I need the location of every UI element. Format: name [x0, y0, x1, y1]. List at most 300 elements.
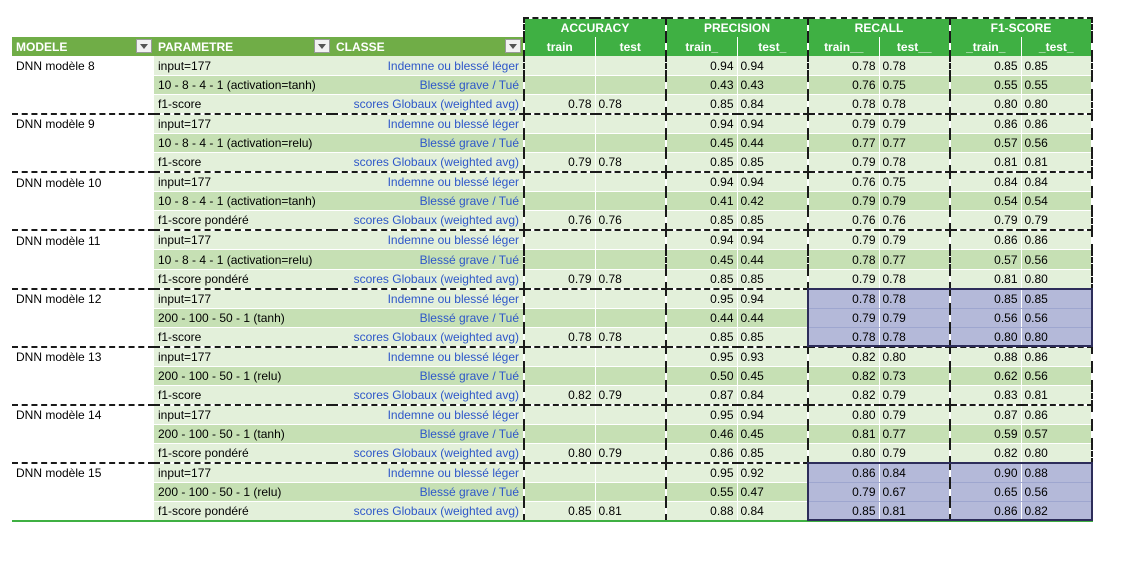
filter-dropdown-icon[interactable] — [314, 39, 330, 53]
metric-cell-rec-train[interactable]: 0.82 — [808, 366, 879, 385]
class-cell[interactable]: Indemne ou blessé léger — [332, 230, 524, 250]
metric-cell-f1-test[interactable]: 0.54 — [1021, 192, 1092, 211]
metric-cell-f1-test[interactable]: 0.56 — [1021, 250, 1092, 269]
parameter-cell[interactable]: input=177 — [154, 230, 332, 250]
table-row — [12, 75, 1092, 94]
metric-cell-f1-test[interactable]: 0.82 — [1021, 502, 1092, 522]
metric-cell-rec-test[interactable]: 0.77 — [879, 425, 950, 444]
metric-cell-f1-train[interactable]: 0.57 — [950, 250, 1021, 269]
metric-cell-rec-train[interactable]: 0.80 — [808, 405, 879, 425]
metric-cell-acc-test[interactable] — [595, 366, 666, 385]
metric-cell-rec-test[interactable]: 0.76 — [879, 211, 950, 231]
metric-cell-acc-train[interactable] — [524, 250, 595, 269]
metric-cell-prec-test[interactable]: 0.42 — [737, 192, 808, 211]
parameter-cell[interactable]: input=177 — [154, 405, 332, 425]
class-cell[interactable]: Blessé grave / Tué — [332, 308, 524, 327]
table-row — [12, 192, 1092, 211]
metric-cell-acc-train[interactable] — [524, 114, 595, 134]
metric-cell-rec-train[interactable]: 0.79 — [808, 269, 879, 289]
metric-cell-prec-train[interactable]: 0.88 — [666, 502, 737, 522]
metric-cell-rec-test[interactable]: 0.78 — [879, 289, 950, 309]
metric-cell-acc-train[interactable] — [524, 308, 595, 327]
metric-cell-acc-train[interactable]: 0.85 — [524, 502, 595, 522]
metric-cell-f1-test[interactable]: 0.56 — [1021, 308, 1092, 327]
metric-cell-prec-train[interactable]: 0.95 — [666, 405, 737, 425]
model-name-cell[interactable]: DNN modèle 11 — [12, 230, 154, 250]
metric-cell-rec-test[interactable]: 0.73 — [879, 366, 950, 385]
metric-cell-f1-train[interactable]: 0.62 — [950, 366, 1021, 385]
metric-cell-f1-test[interactable]: 0.56 — [1021, 366, 1092, 385]
metric-cell-acc-train[interactable] — [524, 230, 595, 250]
metric-cell-prec-train[interactable]: 0.94 — [666, 114, 737, 134]
model-name-cell[interactable] — [12, 134, 154, 153]
metric-cell-prec-train[interactable]: 0.86 — [666, 444, 737, 464]
metric-cell-f1-train[interactable]: 0.81 — [950, 153, 1021, 173]
metric-cell-f1-train[interactable]: 0.54 — [950, 192, 1021, 211]
col-header-modele[interactable] — [12, 37, 154, 56]
class-cell[interactable]: scores Globaux (weighted avg) — [332, 211, 524, 231]
metric-cell-acc-train[interactable] — [524, 134, 595, 153]
class-cell[interactable]: scores Globaux (weighted avg) — [332, 269, 524, 289]
metric-cell-prec-train[interactable]: 0.50 — [666, 366, 737, 385]
col-header-acc-test[interactable]: test — [595, 37, 666, 56]
metric-cell-acc-train[interactable] — [524, 289, 595, 309]
table-row — [12, 386, 1092, 406]
metric-cell-f1-test[interactable]: 0.56 — [1021, 134, 1092, 153]
metric-cell-prec-train[interactable]: 0.85 — [666, 211, 737, 231]
class-cell[interactable]: Indemne ou blessé léger — [332, 172, 524, 192]
metric-cell-rec-train[interactable]: 0.76 — [808, 75, 879, 94]
model-name-cell[interactable] — [12, 386, 154, 406]
class-cell[interactable]: scores Globaux (weighted avg) — [332, 386, 524, 406]
metric-cell-f1-test[interactable]: 0.79 — [1021, 211, 1092, 231]
metric-cell-acc-train[interactable] — [524, 172, 595, 192]
metric-cell-prec-train[interactable]: 0.85 — [666, 269, 737, 289]
metric-cell-prec-train[interactable]: 0.94 — [666, 56, 737, 75]
parameter-cell[interactable]: input=177 — [154, 114, 332, 134]
model-name-cell[interactable] — [12, 444, 154, 464]
class-cell[interactable]: Blessé grave / Tué — [332, 425, 524, 444]
metric-cell-f1-test[interactable]: 0.81 — [1021, 153, 1092, 173]
model-name-cell[interactable]: DNN modèle 8 — [12, 56, 154, 75]
table-row — [12, 289, 1092, 309]
parameter-cell[interactable]: f1-score pondéré — [154, 211, 332, 231]
metric-cell-acc-train[interactable] — [524, 347, 595, 367]
metric-cell-acc-train[interactable]: 0.78 — [524, 95, 595, 115]
metric-cell-f1-test[interactable]: 0.88 — [1021, 463, 1092, 483]
class-cell[interactable]: scores Globaux (weighted avg) — [332, 327, 524, 347]
metric-cell-f1-train[interactable]: 0.85 — [950, 289, 1021, 309]
model-name-cell[interactable] — [12, 327, 154, 347]
metric-cell-rec-train[interactable]: 0.82 — [808, 347, 879, 367]
metric-cell-acc-test[interactable] — [595, 483, 666, 502]
metric-cell-rec-train[interactable]: 0.79 — [808, 153, 879, 173]
metric-cell-acc-train[interactable]: 0.76 — [524, 211, 595, 231]
metric-cell-f1-test[interactable]: 0.57 — [1021, 425, 1092, 444]
metric-cell-prec-test[interactable]: 0.94 — [737, 56, 808, 75]
metric-cell-prec-test[interactable]: 0.85 — [737, 327, 808, 347]
metric-cell-prec-test[interactable]: 0.85 — [737, 153, 808, 173]
metric-cell-rec-test[interactable]: 0.78 — [879, 95, 950, 115]
metric-cell-f1-test[interactable]: 0.80 — [1021, 444, 1092, 464]
metric-cell-acc-train[interactable]: 0.78 — [524, 327, 595, 347]
model-name-cell[interactable] — [12, 153, 154, 173]
table-row — [12, 405, 1092, 425]
metric-cell-prec-test[interactable]: 0.84 — [737, 386, 808, 406]
parameter-cell[interactable]: 10 - 8 - 4 - 1 (activation=tanh) — [154, 75, 332, 94]
metric-cell-acc-test[interactable]: 0.78 — [595, 327, 666, 347]
metric-cell-acc-test[interactable] — [595, 347, 666, 367]
metric-cell-rec-test[interactable]: 0.78 — [879, 56, 950, 75]
metric-cell-f1-train[interactable]: 0.85 — [950, 56, 1021, 75]
parameter-cell[interactable]: input=177 — [154, 172, 332, 192]
metric-cell-rec-test[interactable]: 0.75 — [879, 75, 950, 94]
metric-cell-rec-test[interactable]: 0.79 — [879, 114, 950, 134]
metric-cell-prec-test[interactable]: 0.85 — [737, 269, 808, 289]
group-f1-score[interactable]: F1-SCORE — [950, 18, 1092, 37]
metric-cell-f1-test[interactable]: 0.86 — [1021, 114, 1092, 134]
metric-cell-prec-train[interactable]: 0.95 — [666, 463, 737, 483]
metric-cell-prec-test[interactable]: 0.44 — [737, 250, 808, 269]
col-header-acc-train[interactable]: train — [524, 37, 595, 56]
class-cell[interactable]: Blessé grave / Tué — [332, 192, 524, 211]
metric-cell-f1-test[interactable]: 0.86 — [1021, 230, 1092, 250]
col-header-classe[interactable] — [332, 37, 524, 56]
metric-cell-rec-train[interactable]: 0.79 — [808, 308, 879, 327]
metric-cell-rec-test[interactable]: 0.81 — [879, 502, 950, 522]
metric-cell-acc-test[interactable] — [595, 405, 666, 425]
metric-cell-acc-test[interactable]: 0.78 — [595, 269, 666, 289]
metric-cell-f1-train[interactable]: 0.79 — [950, 211, 1021, 231]
metric-cell-f1-train[interactable]: 0.83 — [950, 386, 1021, 406]
metric-cell-rec-train[interactable]: 0.79 — [808, 192, 879, 211]
col-header-f1-train[interactable]: _train_ — [950, 37, 1021, 56]
metric-cell-acc-test[interactable] — [595, 308, 666, 327]
parameter-cell[interactable]: f1-score — [154, 386, 332, 406]
metric-cell-f1-train[interactable]: 0.86 — [950, 502, 1021, 522]
metric-cell-f1-train[interactable]: 0.81 — [950, 269, 1021, 289]
class-cell[interactable]: scores Globaux (weighted avg) — [332, 153, 524, 173]
class-cell[interactable]: Indemne ou blessé léger — [332, 347, 524, 367]
metric-cell-acc-test[interactable]: 0.78 — [595, 153, 666, 173]
metric-cell-acc-test[interactable] — [595, 172, 666, 192]
metric-cell-acc-train[interactable] — [524, 192, 595, 211]
table-row — [12, 483, 1092, 502]
parameter-cell[interactable]: 10 - 8 - 4 - 1 (activation=relu) — [154, 134, 332, 153]
metric-cell-f1-train[interactable]: 0.88 — [950, 347, 1021, 367]
metric-cell-prec-test[interactable]: 0.94 — [737, 289, 808, 309]
parameter-cell[interactable]: 10 - 8 - 4 - 1 (activation=tanh) — [154, 192, 332, 211]
model-name-cell[interactable]: DNN modèle 10 — [12, 172, 154, 192]
metric-cell-acc-test[interactable]: 0.79 — [595, 386, 666, 406]
metric-cell-prec-test[interactable]: 0.93 — [737, 347, 808, 367]
metric-cell-rec-train[interactable]: 0.78 — [808, 250, 879, 269]
class-cell[interactable]: Blessé grave / Tué — [332, 483, 524, 502]
filter-dropdown-icon[interactable] — [136, 39, 152, 53]
model-name-cell[interactable]: DNN modèle 12 — [12, 289, 154, 309]
metric-cell-acc-train[interactable]: 0.82 — [524, 386, 595, 406]
metric-cell-rec-test[interactable]: 0.79 — [879, 308, 950, 327]
metric-cell-f1-train[interactable]: 0.84 — [950, 172, 1021, 192]
parameter-cell[interactable]: input=177 — [154, 289, 332, 309]
metric-cell-f1-train[interactable]: 0.59 — [950, 425, 1021, 444]
model-name-cell[interactable] — [12, 502, 154, 522]
metric-cell-prec-test[interactable]: 0.94 — [737, 405, 808, 425]
metric-cell-prec-train[interactable]: 0.45 — [666, 134, 737, 153]
parameter-cell[interactable]: f1-score pondéré — [154, 269, 332, 289]
model-name-cell[interactable] — [12, 366, 154, 385]
parameter-cell[interactable]: f1-score pondéré — [154, 502, 332, 522]
class-cell[interactable]: Indemne ou blessé léger — [332, 289, 524, 309]
parameter-cell[interactable]: 200 - 100 - 50 - 1 (tanh) — [154, 425, 332, 444]
metric-cell-prec-test[interactable]: 0.44 — [737, 134, 808, 153]
metric-cell-prec-test[interactable]: 0.94 — [737, 114, 808, 134]
model-name-cell[interactable] — [12, 483, 154, 502]
metric-cell-rec-test[interactable]: 0.78 — [879, 269, 950, 289]
parameter-cell[interactable]: f1-score — [154, 153, 332, 173]
metric-cell-acc-train[interactable]: 0.80 — [524, 444, 595, 464]
metric-cell-rec-test[interactable]: 0.75 — [879, 172, 950, 192]
metric-cell-acc-test[interactable] — [595, 56, 666, 75]
metric-cell-acc-test[interactable]: 0.78 — [595, 95, 666, 115]
model-name-cell[interactable] — [12, 269, 154, 289]
parameter-cell[interactable]: 10 - 8 - 4 - 1 (activation=relu) — [154, 250, 332, 269]
metric-cell-acc-test[interactable] — [595, 230, 666, 250]
metric-cell-prec-test[interactable]: 0.84 — [737, 95, 808, 115]
metric-cell-rec-train[interactable]: 0.86 — [808, 463, 879, 483]
metric-cell-prec-test[interactable]: 0.85 — [737, 444, 808, 464]
metric-cell-prec-test[interactable]: 0.84 — [737, 502, 808, 522]
metric-cell-f1-train[interactable]: 0.57 — [950, 134, 1021, 153]
metric-cell-prec-train[interactable]: 0.95 — [666, 289, 737, 309]
class-cell[interactable]: Indemne ou blessé léger — [332, 405, 524, 425]
col-header-prec-train[interactable]: train_ — [666, 37, 737, 56]
metric-cell-prec-test[interactable]: 0.47 — [737, 483, 808, 502]
metric-cell-rec-train[interactable]: 0.78 — [808, 289, 879, 309]
empty-cell — [12, 18, 154, 37]
table-row — [12, 308, 1092, 327]
table-row — [12, 269, 1092, 289]
parameter-cell[interactable]: f1-score — [154, 95, 332, 115]
metric-cell-rec-test[interactable]: 0.79 — [879, 386, 950, 406]
metric-cell-f1-train[interactable]: 0.65 — [950, 483, 1021, 502]
results-table — [12, 17, 1093, 522]
metric-cell-rec-train[interactable]: 0.81 — [808, 425, 879, 444]
metric-cell-rec-train[interactable]: 0.78 — [808, 95, 879, 115]
metric-cell-f1-test[interactable]: 0.56 — [1021, 483, 1092, 502]
parameter-cell[interactable]: f1-score pondéré — [154, 444, 332, 464]
metric-cell-rec-test[interactable]: 0.77 — [879, 134, 950, 153]
metric-cell-acc-train[interactable]: 0.79 — [524, 153, 595, 173]
class-cell[interactable]: Indemne ou blessé léger — [332, 114, 524, 134]
metric-cell-f1-train[interactable]: 0.82 — [950, 444, 1021, 464]
filter-dropdown-icon[interactable] — [505, 39, 521, 53]
metric-cell-rec-test[interactable]: 0.79 — [879, 230, 950, 250]
metric-cell-rec-train[interactable]: 0.79 — [808, 483, 879, 502]
group-accuracy[interactable]: ACCURACY — [524, 18, 666, 37]
metric-cell-prec-train[interactable]: 0.41 — [666, 192, 737, 211]
metric-cell-rec-train[interactable]: 0.85 — [808, 502, 879, 522]
parameter-cell[interactable]: 200 - 100 - 50 - 1 (relu) — [154, 483, 332, 502]
parameter-cell[interactable]: 200 - 100 - 50 - 1 (relu) — [154, 366, 332, 385]
table-row — [12, 114, 1092, 134]
class-cell[interactable]: Indemne ou blessé léger — [332, 463, 524, 483]
model-name-cell[interactable]: DNN modèle 13 — [12, 347, 154, 367]
metric-cell-prec-test[interactable]: 0.44 — [737, 308, 808, 327]
metric-cell-prec-train[interactable]: 0.85 — [666, 153, 737, 173]
model-name-cell[interactable]: DNN modèle 15 — [12, 463, 154, 483]
metric-cell-prec-train[interactable]: 0.44 — [666, 308, 737, 327]
metric-cell-f1-train[interactable]: 0.87 — [950, 405, 1021, 425]
empty-cell — [332, 18, 524, 37]
parameter-cell[interactable]: 200 - 100 - 50 - 1 (tanh) — [154, 308, 332, 327]
metric-cell-rec-test[interactable]: 0.78 — [879, 327, 950, 347]
metric-cell-f1-train[interactable]: 0.86 — [950, 230, 1021, 250]
metric-cell-f1-test[interactable]: 0.85 — [1021, 56, 1092, 75]
metric-cell-f1-test[interactable]: 0.80 — [1021, 269, 1092, 289]
metric-cell-prec-train[interactable]: 0.95 — [666, 347, 737, 367]
parameter-cell[interactable]: f1-score — [154, 327, 332, 347]
metric-cell-acc-test[interactable] — [595, 134, 666, 153]
metric-cell-f1-train[interactable]: 0.80 — [950, 327, 1021, 347]
col-header-f1-test[interactable]: _test_ — [1021, 37, 1092, 56]
model-name-cell[interactable] — [12, 95, 154, 115]
metric-cell-prec-train[interactable]: 0.46 — [666, 425, 737, 444]
metric-cell-f1-test[interactable]: 0.86 — [1021, 347, 1092, 367]
table-row — [12, 502, 1092, 522]
metric-cell-acc-test[interactable] — [595, 289, 666, 309]
metric-cell-prec-test[interactable]: 0.94 — [737, 172, 808, 192]
table-row — [12, 230, 1092, 250]
class-cell[interactable]: scores Globaux (weighted avg) — [332, 444, 524, 464]
metric-cell-prec-train[interactable]: 0.43 — [666, 75, 737, 94]
class-cell[interactable]: Blessé grave / Tué — [332, 366, 524, 385]
col-header-prec-test[interactable]: test_ — [737, 37, 808, 56]
metric-cell-prec-test[interactable]: 0.45 — [737, 425, 808, 444]
metric-cell-acc-train[interactable] — [524, 75, 595, 94]
metric-cell-prec-train[interactable]: 0.94 — [666, 172, 737, 192]
metric-cell-prec-train[interactable]: 0.94 — [666, 230, 737, 250]
model-name-cell[interactable]: DNN modèle 14 — [12, 405, 154, 425]
class-cell[interactable]: Blessé grave / Tué — [332, 75, 524, 94]
metric-cell-rec-train[interactable]: 0.79 — [808, 114, 879, 134]
metric-cell-prec-train[interactable]: 0.55 — [666, 483, 737, 502]
metric-cell-acc-test[interactable] — [595, 114, 666, 134]
model-name-cell[interactable] — [12, 192, 154, 211]
metric-cell-f1-test[interactable]: 0.80 — [1021, 327, 1092, 347]
metric-cell-acc-train[interactable]: 0.79 — [524, 269, 595, 289]
class-cell[interactable]: Indemne ou blessé léger — [332, 56, 524, 75]
metric-cell-rec-test[interactable]: 0.67 — [879, 483, 950, 502]
model-name-cell[interactable] — [12, 425, 154, 444]
metric-cell-f1-train[interactable]: 0.90 — [950, 463, 1021, 483]
metric-cell-rec-test[interactable]: 0.80 — [879, 347, 950, 367]
metric-cell-rec-test[interactable]: 0.79 — [879, 192, 950, 211]
metric-cell-acc-test[interactable] — [595, 250, 666, 269]
model-name-cell[interactable]: DNN modèle 9 — [12, 114, 154, 134]
metric-cell-prec-test[interactable]: 0.94 — [737, 230, 808, 250]
metric-cell-f1-test[interactable]: 0.80 — [1021, 95, 1092, 115]
metric-cell-rec-train[interactable]: 0.78 — [808, 56, 879, 75]
parameter-cell[interactable]: input=177 — [154, 463, 332, 483]
col-header-rec-train[interactable]: train__ — [808, 37, 879, 56]
model-name-cell[interactable] — [12, 75, 154, 94]
metric-cell-f1-test[interactable]: 0.55 — [1021, 75, 1092, 94]
metric-cell-f1-train[interactable]: 0.80 — [950, 95, 1021, 115]
metric-cell-prec-test[interactable]: 0.43 — [737, 75, 808, 94]
metric-cell-acc-train[interactable] — [524, 483, 595, 502]
metric-cell-f1-train[interactable]: 0.55 — [950, 75, 1021, 94]
metric-cell-prec-train[interactable]: 0.85 — [666, 327, 737, 347]
metric-cell-acc-test[interactable]: 0.79 — [595, 444, 666, 464]
class-cell[interactable]: Blessé grave / Tué — [332, 250, 524, 269]
model-name-cell[interactable] — [12, 211, 154, 231]
metric-cell-f1-train[interactable]: 0.86 — [950, 114, 1021, 134]
metric-cell-acc-test[interactable]: 0.81 — [595, 502, 666, 522]
metric-cell-rec-test[interactable]: 0.77 — [879, 250, 950, 269]
metric-cell-f1-test[interactable]: 0.81 — [1021, 386, 1092, 406]
metric-cell-rec-train[interactable]: 0.77 — [808, 134, 879, 153]
metric-cell-prec-train[interactable]: 0.87 — [666, 386, 737, 406]
metric-cell-rec-train[interactable]: 0.76 — [808, 172, 879, 192]
metric-cell-rec-test[interactable]: 0.79 — [879, 405, 950, 425]
metric-cell-rec-test[interactable]: 0.78 — [879, 153, 950, 173]
metric-cell-rec-test[interactable]: 0.84 — [879, 463, 950, 483]
metric-cell-acc-test[interactable] — [595, 75, 666, 94]
model-name-cell[interactable] — [12, 308, 154, 327]
metric-cell-acc-train[interactable] — [524, 405, 595, 425]
group-recall[interactable]: RECALL — [808, 18, 950, 37]
metric-cell-acc-train[interactable] — [524, 463, 595, 483]
class-cell[interactable]: scores Globaux (weighted avg) — [332, 502, 524, 522]
metric-cell-prec-train[interactable]: 0.45 — [666, 250, 737, 269]
metric-cell-f1-test[interactable]: 0.84 — [1021, 172, 1092, 192]
parameter-cell[interactable]: input=177 — [154, 347, 332, 367]
metric-cell-prec-test[interactable]: 0.85 — [737, 211, 808, 231]
metric-cell-rec-train[interactable]: 0.78 — [808, 327, 879, 347]
metric-cell-acc-test[interactable] — [595, 425, 666, 444]
parameter-cell[interactable]: input=177 — [154, 56, 332, 75]
metric-cell-rec-train[interactable]: 0.80 — [808, 444, 879, 464]
model-name-cell[interactable] — [12, 250, 154, 269]
col-header-parametre[interactable] — [154, 37, 332, 56]
metric-cell-acc-train[interactable] — [524, 56, 595, 75]
metric-cell-f1-test[interactable]: 0.86 — [1021, 405, 1092, 425]
metric-cell-rec-train[interactable]: 0.76 — [808, 211, 879, 231]
metric-cell-prec-test[interactable]: 0.45 — [737, 366, 808, 385]
metric-cell-acc-test[interactable] — [595, 463, 666, 483]
metric-cell-acc-train[interactable] — [524, 366, 595, 385]
col-header-label: MODELE — [16, 39, 68, 54]
metric-cell-f1-test[interactable]: 0.85 — [1021, 289, 1092, 309]
group-precision[interactable]: PRECISION — [666, 18, 808, 37]
metric-cell-prec-test[interactable]: 0.92 — [737, 463, 808, 483]
metric-cell-rec-train[interactable]: 0.82 — [808, 386, 879, 406]
metric-cell-acc-train[interactable] — [524, 425, 595, 444]
class-cell[interactable]: Blessé grave / Tué — [332, 134, 524, 153]
col-header-label: PARAMETRE — [158, 39, 234, 54]
metric-cell-acc-test[interactable] — [595, 192, 666, 211]
col-header-rec-test[interactable]: test__ — [879, 37, 950, 56]
metric-cell-prec-train[interactable]: 0.85 — [666, 95, 737, 115]
metric-cell-f1-train[interactable]: 0.56 — [950, 308, 1021, 327]
table-row — [12, 153, 1092, 173]
table-row — [12, 366, 1092, 385]
metric-cell-rec-train[interactable]: 0.79 — [808, 230, 879, 250]
metric-cell-rec-test[interactable]: 0.79 — [879, 444, 950, 464]
class-cell[interactable]: scores Globaux (weighted avg) — [332, 95, 524, 115]
metric-cell-acc-test[interactable]: 0.76 — [595, 211, 666, 231]
